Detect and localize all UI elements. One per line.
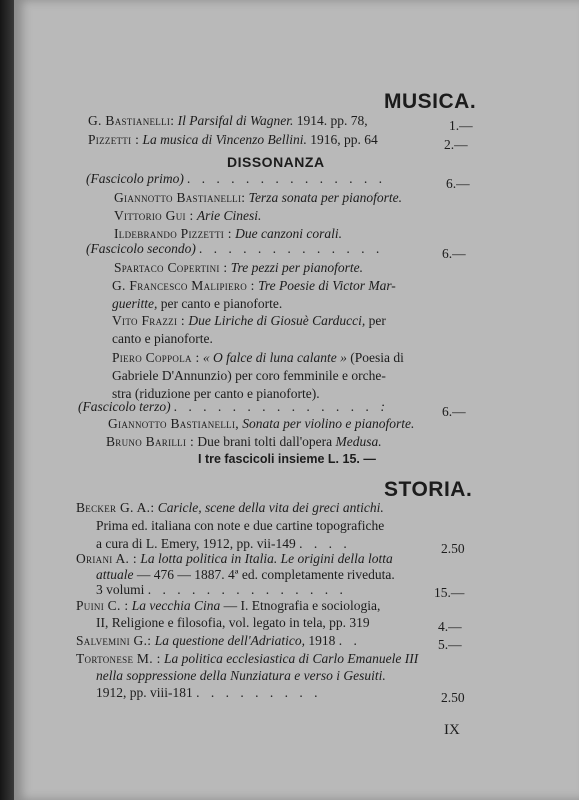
leader-dots: . . . . [299,536,351,551]
list-item: Becker G. A.: Caricle, scene della vita dei greci antichi. [76,500,384,515]
fascicolo-label: (Fascicolo primo) . . . . . . . . . . . . . . [86,171,387,186]
list-item: Bruno Barilli : Due brani tolti dall'opera Medusa. [106,434,382,449]
list-item: Giannotto Bastianelli: Terza sonata per pianoforte. [114,190,402,205]
list-item-continued: stra (riduzione per canto e pianoforte). [112,386,320,401]
list-item: Ildebrando Pizzetti : Due canzoni corali. [114,226,343,241]
list-item: G. Bastianelli: Il Parsifal di Wagner. 1914. pp. 78, [88,113,368,128]
list-item-continued: 3 volumi . . . . . . . . . . . . . . [96,582,347,597]
price: 6.— [442,404,466,419]
list-item: Giannotto Bastianelli, Sonata per violino e pianoforte. [108,416,415,431]
book-spine-shadow [0,0,14,800]
section-heading-musica: MUSICA. [384,90,477,113]
price: 6.— [442,246,466,261]
list-item: Piero Coppola : « O falce di luna calante » (Poesia di [112,350,404,365]
bundle-price-note: I tre fascicoli insieme L. 15. — [198,452,376,466]
list-item: Vittorio Gui : Arie Cinesi. [114,208,262,223]
price: 2.— [444,137,468,152]
list-item: Spartaco Copertini : Tre pezzi per pianoforte. [114,260,364,275]
page-number: IX [444,722,460,738]
price: 5.— [438,637,462,652]
list-item-continued: canto e pianoforte. [112,331,213,346]
list-item: Salvemini G.: La questione dell'Adriatico, 1918 . . [76,633,361,648]
price: 4.— [438,619,462,634]
leader-dots: . . . . . . . . . [196,685,322,700]
list-item-continued: gueritte, per canto e pianoforte. [112,296,283,311]
list-item-continued: II, Religione e filosofia, vol. legato in tela, pp. 319 [96,615,370,630]
list-item-continued: 1912, pp. viii-181 . . . . . . . . . [96,685,322,700]
fascicolo-label: (Fascicolo secondo) . . . . . . . . . . . . . [86,241,384,256]
list-item-continued: Prima ed. italiana con note e due cartine topografiche [96,518,385,533]
list-item-continued: a cura di L. Emery, 1912, pp. vii-149 . . . . [96,536,351,551]
price: 15.— [434,585,465,600]
list-item: Vito Frazzi : Due Liriche di Giosuè Carducci, per [112,313,386,328]
leader-dots: . . . . . . . . . . . . . . [187,171,387,186]
catalog-page [14,0,579,800]
list-item-continued: attuale — 476 — 1887. 4ª ed. completamente riveduta. [96,567,395,582]
fascicolo-label: (Fascicolo terzo) . . . . . . . . . . . . . . : [78,399,389,414]
leader-dots: . . [338,633,361,648]
list-item: G. Francesco Malipiero : Tre Poesie di Victor Mar- [112,278,396,293]
price: 6.— [446,176,470,191]
list-item-continued: Gabriele D'Annunzio) per coro femminile e orche- [112,368,386,383]
price: 2.50 [441,541,465,556]
price: 1.— [449,118,473,133]
section-heading-dissonanza: DISSONANZA [227,154,325,170]
leader-dots: . . . . . . . . . . . . . . : [173,399,389,414]
leader-dots: . . . . . . . . . . . . . . [147,582,347,597]
leader-dots: . . . . . . . . . . . . . [199,241,384,256]
section-heading-storia: STORIA. [384,478,473,501]
list-item: Tortonese M. : La politica ecclesiastica di Carlo Emanuele III [76,651,419,666]
list-item-continued: nella soppressione della Nunziatura e verso i Gesuiti. [96,668,386,683]
list-item: Pizzetti : La musica di Vincenzo Bellini. 1916, pp. 64 [88,132,378,147]
price: 2.50 [441,690,465,705]
list-item: Puini C. : La vecchia Cina — I. Etnografia e sociologia, [76,598,381,613]
list-item: Oriani A. : La lotta politica in Italia. Le origini della lotta [76,551,393,566]
